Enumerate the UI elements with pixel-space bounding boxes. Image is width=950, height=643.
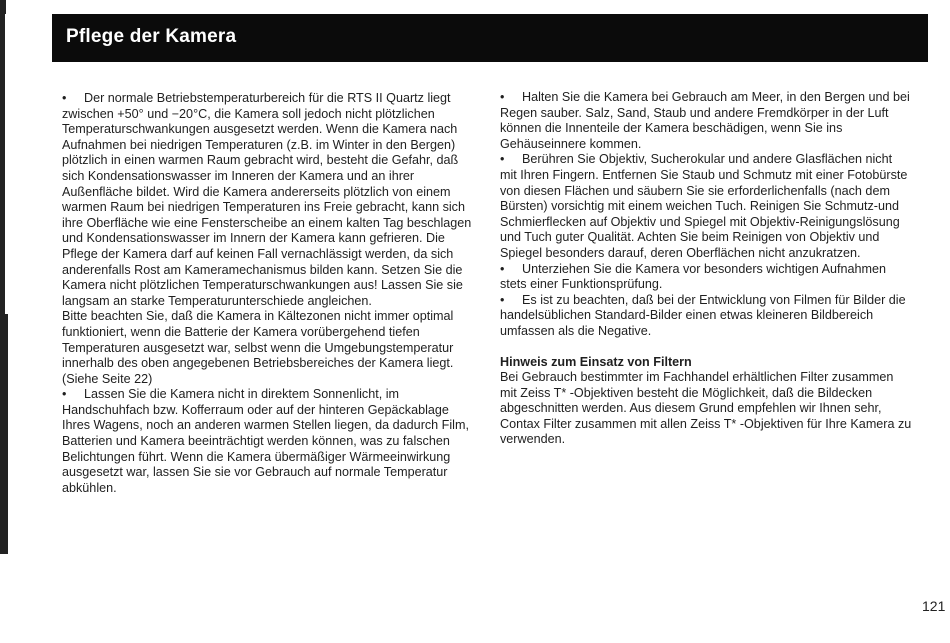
bullet: • bbox=[62, 387, 67, 402]
page-title: Pflege der Kamera bbox=[66, 26, 237, 47]
paragraph bbox=[500, 262, 912, 293]
binding-edge bbox=[0, 0, 12, 643]
paragraph bbox=[500, 90, 912, 152]
paragraph-text: Halten Sie die Kamera bei Gebrauch am Meer, in den Bergen und bei Regen sauber. Salz, Sand, Staub und andere Fremdkörper in der Luft können die Innenteile der Kamera beschädigen, wenn Sie ins Gehäuseinnere kommen. bbox=[500, 90, 910, 151]
paragraph-text: Berühren Sie Objektiv, Sucherokular und andere Glasflächen nicht mit Ihren Fingern. Entfernen Sie Staub und Schmutz mit einer Fotobürste von diesen Flächen und säubern Sie sie erforderlichenfalls (nach dem Bürsten) vorsichtig mit einem weichen Tuch. Reinigen Sie Schmutz-und Schmierflecken auf Objektiv und Spiegel mit Objektiv-Reinigungslösung und Tuch guter Qualität. Achten Sie beim Reinigen von Objektiv und Spiegel besonders darauf, deren Oberflächen nicht anzukratzen. bbox=[500, 152, 908, 260]
bullet: • bbox=[500, 292, 505, 307]
page-number: 121 bbox=[922, 598, 946, 614]
paragraph bbox=[500, 152, 912, 261]
binding-mark bbox=[0, 14, 5, 314]
paragraph-text: Unterziehen Sie die Kamera vor besonders wichtigen Aufnahmen stets einer Funktionsprüfung. bbox=[500, 261, 887, 292]
paragraph bbox=[62, 91, 474, 309]
binding-mark bbox=[0, 314, 8, 554]
filter-paragraph: Bei Gebrauch bestimmter im Fachhandel erhältlichen Filter zusammen mit Zeiss T* -Objektiven besteht die Möglichkeit, daß die Bildecken abgeschnitten werden. Aus diesem Grund empfehlen wir Ihnen sehr, Contax Filter zusammen mit allen Zeiss T* -Objektiven für Ihre Kamera zu verwenden. bbox=[500, 370, 912, 447]
filter-subheading: Hinweis zum Einsatz von Filtern bbox=[500, 354, 692, 369]
header-bar bbox=[52, 14, 928, 62]
right-column bbox=[500, 90, 912, 448]
binding-mark bbox=[0, 0, 6, 14]
bullet: • bbox=[500, 261, 505, 276]
bullet: • bbox=[500, 90, 505, 104]
bullet: • bbox=[62, 91, 67, 105]
paragraph-text: Bitte beachten Sie, daß die Kamera in Kältezonen nicht immer optimal funktioniert, wenn die Batterie der Kamera vorübergehend tiefen Temperaturen ausgesetzt war, selbst wenn die Umgebungstemperatur innerhalb des oben angegebenen Betriebsbereiches der Kamera liegt. (Siehe Seite 22) bbox=[62, 309, 454, 386]
left-column bbox=[62, 91, 474, 496]
paragraph-text: Es ist zu beachten, daß bei der Entwicklung von Filmen für Bilder die handelsüblichen Standard-Bilder einen etwas kleineren Bildbereich umfassen als die Negative. bbox=[500, 292, 906, 338]
paragraph-text: Der normale Betriebstemperaturbereich für die RTS II Quartz liegt zwischen +50° und −20°C, die Kamera soll jedoch nicht plötzlichen Temperaturschwankungen ausgesetzt werden. Wenn die Kamera nach Aufnahmen bei niedrigen Temperaturen (z.B. im Winter in den Bergen) plötzlich in einen warmen Raum gebracht wird, besteht die Gefahr, daß sich Kondensationswasser im Inneren der Kamera und an ihrer Außenfläche bildet. Wird die Kamera andererseits plötzlich von einem warmen Raum bei niedrigen Temperaturen ins Freie gebracht, kann sich ihre Oberfläche wie eine Fensterscheibe an einem kalten Tag beschlagen und Kondensationswasser im Innern der Kamera kann gefrieren. Die Pflege der Kamera darf auf keinen Fall vernachlässigt werden, da sich anderenfalls Rost am Kameramechanismus bilden kann. Setzen Sie die Kamera nicht plötzlichen Temperaturschwankungen aus! Lassen Sie sie langsam an starke Temperaturunterschiede angleichen. bbox=[62, 91, 472, 308]
paragraph-text: Lassen Sie die Kamera nicht in direktem Sonnenlicht, im Handschuhfach bzw. Kofferraum oder auf der hinteren Gepäckablage Ihres Wagens, noch an anderen warmen Stellen liegen, da dadurch Film, Batterien und Kamera beeinträchtigt werden können, was zu falschen Belichtungen führt. Wenn die Kamera übermäßiger Wärmeeinwirkung ausgesetzt war, lassen Sie sie vor Gebrauch auf normale Temperatur abkühlen. bbox=[62, 387, 469, 495]
paragraph bbox=[62, 387, 474, 496]
paragraph bbox=[500, 293, 912, 340]
bullet: • bbox=[500, 152, 505, 167]
paragraph bbox=[62, 309, 474, 387]
